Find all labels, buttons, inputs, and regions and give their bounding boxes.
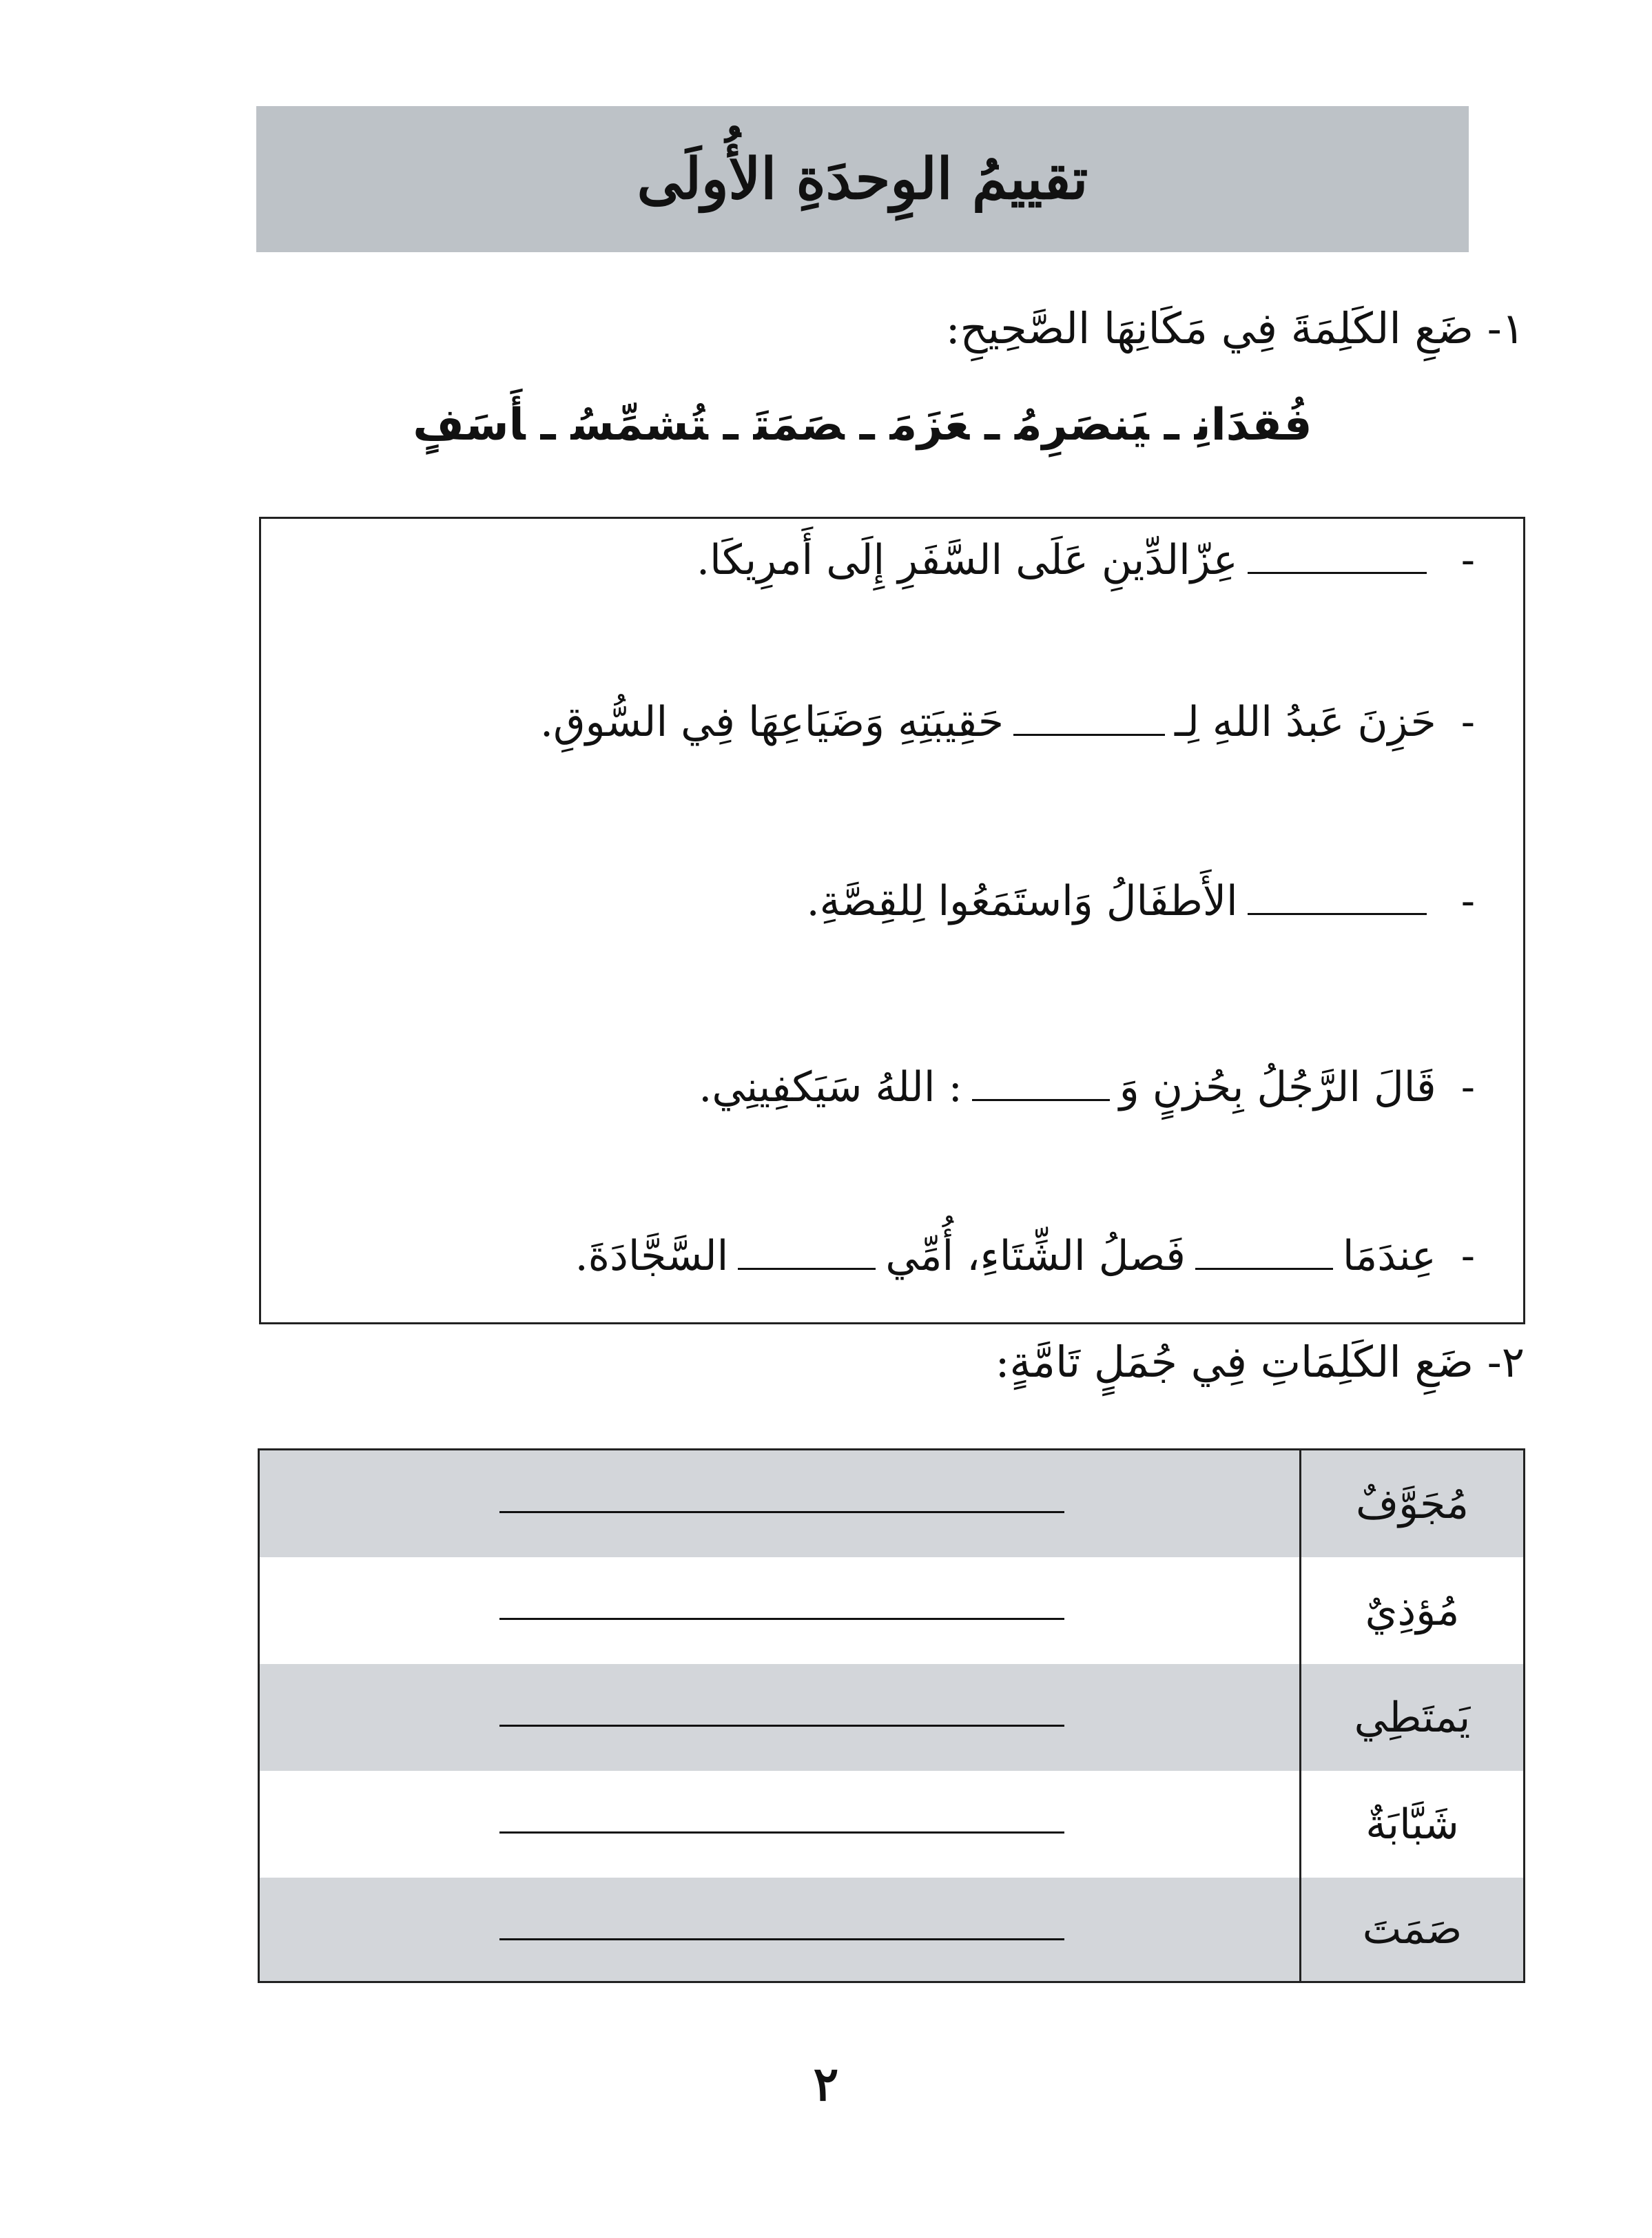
page-number: ٢ [813,2057,839,2112]
answer-blank[interactable] [1248,568,1427,574]
answer-line[interactable] [499,1938,1064,1940]
sentence-dash: - [1460,1232,1475,1280]
sentence-text: : اللهُ سَيَكفِينِي. [699,1063,962,1111]
table-row [260,1557,1523,1664]
word-bank [256,400,1469,451]
sentence-3 [807,877,1475,925]
answer-line[interactable] [499,1725,1064,1727]
sentence-text: فَصلُ الشِّتَاءِ، أُمِّي [885,1232,1186,1280]
word-bank-item: صَمَتَ [753,400,845,451]
word-bank-item: تُشمِّسُ [570,400,708,451]
question-2-heading: ٢- ضَعِ الكَلِمَاتِ فِي جُمَلٍ تَامَّةٍ: [995,1337,1525,1387]
fill-in-box [259,517,1525,1324]
vocab-word: يَمتَطِي [1299,1664,1523,1771]
sentence-text: عِزّالدِّينِ عَلَى السَّفَرِ إِلَى أَمرِيكَا. [696,536,1238,584]
vocab-word: مُؤذِيٌ [1299,1557,1523,1664]
sentence-dash: - [1460,698,1475,746]
answer-line[interactable] [499,1511,1064,1513]
word-bank-item: يَنصَرِمُ [1015,400,1149,451]
answer-line[interactable] [499,1618,1064,1620]
sentence-dash: - [1460,1063,1475,1111]
word-bank-separator: ـ [540,400,556,451]
answer-blank[interactable] [972,1095,1110,1101]
sentence-text: السَّجَّادَةَ. [575,1232,729,1280]
vocab-word: صَمَتَ [1299,1878,1523,1981]
sentence-text: حَقِيبَتِهِ وَضَيَاعِهَا فِي السُّوقِ. [540,698,1004,746]
sentence-text: الأَطفَالُ وَاستَمَعُوا لِلقِصَّةِ. [806,877,1238,925]
sentence-1 [696,536,1475,584]
answer-blank[interactable] [1013,730,1165,736]
table-row [260,1450,1523,1557]
table-row [260,1664,1523,1771]
sentence-2 [540,698,1475,746]
title-banner [256,106,1469,252]
answer-blank[interactable] [1248,909,1427,915]
table-row [260,1878,1523,1981]
answer-blank[interactable] [738,1264,876,1270]
word-bank-separator: ـ [1164,400,1179,451]
sentence-5 [575,1232,1475,1280]
word-bank-separator: ـ [859,400,875,451]
sentence-4 [699,1063,1475,1111]
answer-line[interactable] [499,1831,1064,1834]
word-bank-separator: ـ [984,400,1000,451]
words-table [258,1448,1525,1983]
word-bank-item: عَزَمَ [889,400,970,451]
sentence-dash: - [1460,877,1475,925]
page-title: تقييمُ الوِحدَةِ الأُولَى [637,146,1088,212]
sentence-text: قَالَ الرَّجُلُ بِحُزنٍ وَ [1119,1063,1436,1111]
sentence-dash: - [1460,536,1475,584]
word-bank-separator: ـ [723,400,739,451]
answer-blank[interactable] [1195,1264,1333,1270]
question-1-heading: ١- ضَعِ الكَلِمَةَ فِي مَكَانِهَا الصَّحِيحِ: [945,303,1525,353]
sentence-text: عِندَمَا [1342,1232,1436,1280]
table-row [260,1771,1523,1878]
vocab-word: شَبَّابَةٌ [1299,1771,1523,1878]
sentence-text: حَزِنَ عَبدُ اللهِ لِـ [1175,698,1436,746]
word-bank-item: أَسَفٍ [413,400,526,451]
vocab-word: مُجَوَّفٌ [1299,1450,1523,1557]
word-bank-item: فُقدَانِ [1194,400,1312,451]
